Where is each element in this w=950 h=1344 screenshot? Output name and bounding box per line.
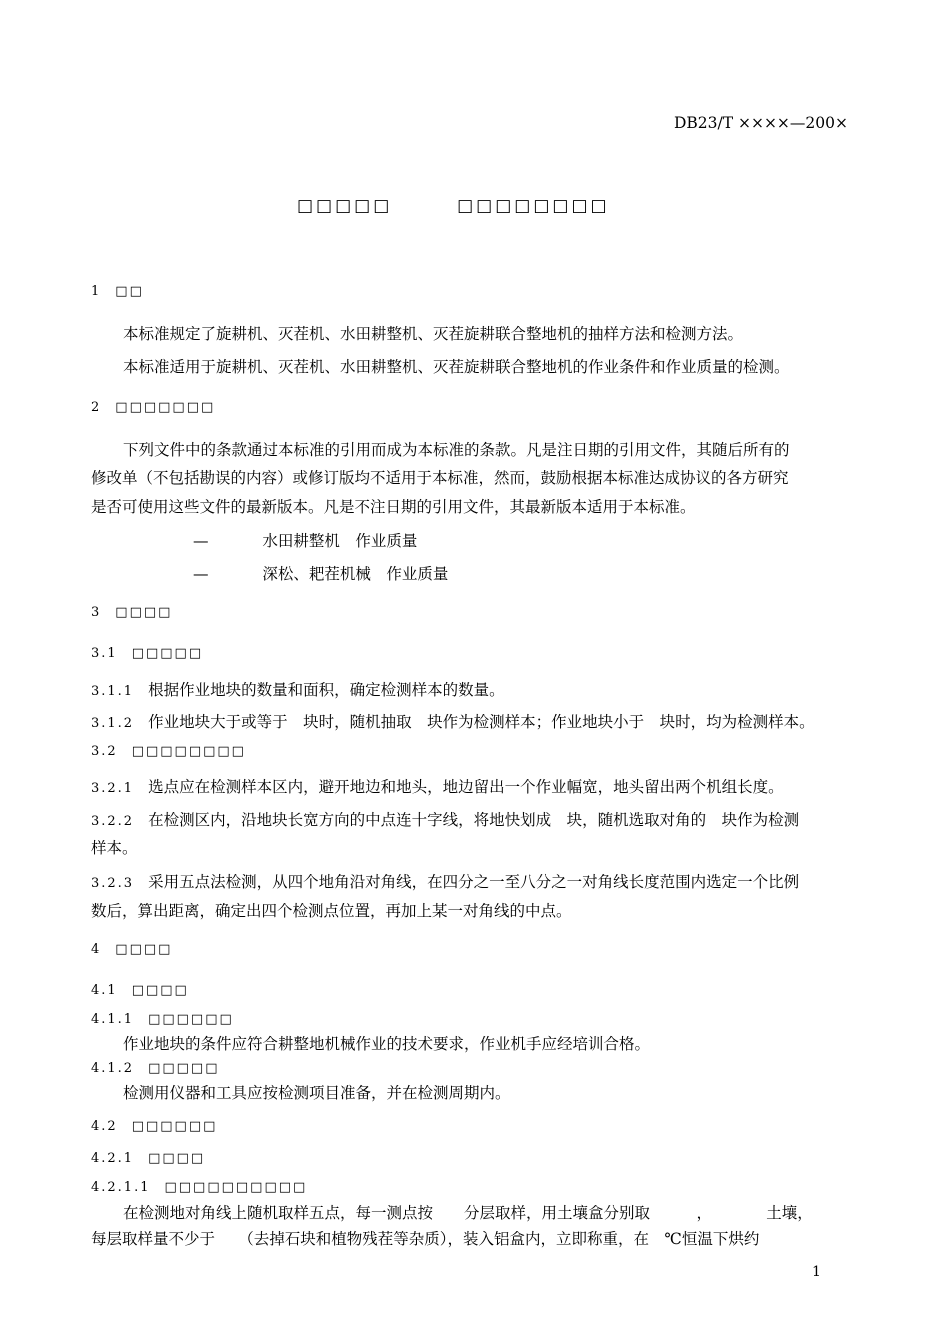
section-1-heading — [91, 284, 144, 299]
clause-number: 4.1.2 — [91, 1061, 135, 1076]
section-3-heading — [91, 605, 172, 620]
reference-text: 深松、耙茬机械 作业质量 — [262, 565, 449, 583]
subsection-number: 4.1 — [91, 983, 118, 998]
title-part-2: □□□□□□□□ — [457, 196, 610, 216]
section-title: □□□□□□□ — [115, 400, 216, 415]
clause-text-continued: 数后，算出距离，确定出四个检测点位置，再加上某一对角线的中点。 — [91, 902, 572, 920]
clause-4-1-1-heading — [91, 1012, 234, 1027]
paragraph-line: 修改单（不包括勘误的内容）或修订版均不适用于本标准，然而，鼓励根据本标准达成协议的各方研究 — [91, 469, 789, 487]
clause-number: 4.2.1.1 — [91, 1180, 151, 1195]
subsection-title: □□□□ — [131, 983, 189, 998]
clause-3-2-3 — [91, 870, 799, 892]
clause-title: □□□□ — [148, 1151, 206, 1166]
subsection-3-2-heading — [91, 744, 246, 759]
subsection-4-2-heading — [91, 1119, 217, 1134]
clause-number: 3.2.3 — [91, 876, 135, 891]
clause-text: 采用五点法检测，从四个地角沿对角线，在四分之一至八分之一对角线长度范围内选定一个比例 — [148, 873, 800, 891]
clause-4-2-1-heading — [91, 1151, 205, 1166]
clause-title: □□□□□ — [148, 1061, 220, 1076]
paragraph: 本标准规定了旋耕机、灭茬机、水田耕整机、灭茬旋耕联合整地机的抽样方法和检测方法。 — [123, 325, 744, 343]
clause-number: 3.2.2 — [91, 814, 135, 829]
section-title: □□□□ — [115, 605, 173, 620]
paragraph-line: 下列文件中的条款通过本标准的引用而成为本标准的条款。凡是注日期的引用文件，其随后所有的 — [123, 441, 790, 459]
subsection-title: □□□□□□□□ — [131, 744, 246, 759]
page-number: 1 — [812, 1264, 821, 1280]
clause-3-1-1 — [91, 678, 505, 700]
section-number: 1 — [91, 284, 102, 299]
clause-text: 根据作业地块的数量和面积，确定检测样本的数量。 — [148, 681, 505, 699]
document-title — [297, 196, 610, 216]
subsection-title: □□□□□□ — [131, 1119, 218, 1134]
reference-text: 水田耕整机 作业质量 — [262, 532, 418, 550]
clause-3-2-1 — [91, 775, 784, 797]
clause-text-continued: 样本。 — [91, 839, 138, 857]
clause-title: □□□□□□□□□□ — [164, 1180, 308, 1195]
clause-text: 在检测地对角线上随机取样五点，每一测点按 分层取样，用土壤盒分别取 ， 土壤， — [123, 1204, 813, 1222]
subsection-number: 3.1 — [91, 646, 118, 661]
section-2-heading — [91, 400, 215, 415]
clause-number: 3.1.2 — [91, 716, 135, 731]
clause-number: 4.2.1 — [91, 1151, 135, 1166]
reference-dash: — — [193, 565, 209, 583]
clause-number: 3.1.1 — [91, 684, 135, 699]
reference-item — [193, 529, 417, 551]
section-number: 4 — [91, 942, 102, 957]
paragraph-line: 是否可使用这些文件的最新版本。凡是不注日期的引用文件，其最新版本适用于本标准。 — [91, 498, 696, 516]
document-code: DB23/T ××××—200× — [673, 114, 848, 132]
section-title: □□ — [115, 284, 144, 299]
reference-item — [193, 562, 448, 584]
section-number: 3 — [91, 605, 102, 620]
section-4-heading — [91, 942, 172, 957]
paragraph: 本标准适用于旋耕机、灭茬机、水田耕整机、灭茬旋耕联合整地机的作业条件和作业质量的检测。 — [123, 358, 790, 376]
subsection-4-1-heading — [91, 983, 189, 998]
clause-title: □□□□□□ — [148, 1012, 234, 1027]
clause-4-2-1-1-heading — [91, 1180, 307, 1195]
subsection-number: 3.2 — [91, 744, 118, 759]
clause-3-2-2 — [91, 808, 799, 830]
subsection-3-1-heading — [91, 646, 203, 661]
clause-3-1-2 — [91, 710, 815, 732]
clause-number: 4.1.1 — [91, 1012, 135, 1027]
clause-text: 作业地块的条件应符合耕整地机械作业的技术要求，作业机手应经培训合格。 — [123, 1035, 651, 1053]
clause-text: 作业地块大于或等于 块时，随机抽取 块作为检测样本；作业地块小于 块时，均为检测样本。 — [148, 713, 815, 731]
reference-dash: — — [193, 532, 209, 550]
clause-text: 选点应在检测样本区内，避开地边和地头，地边留出一个作业幅宽，地头留出两个机组长度。 — [148, 778, 784, 796]
clause-number: 3.2.1 — [91, 781, 135, 796]
title-part-1: □□□□□ — [297, 196, 393, 216]
clause-text: 在检测区内，沿地块长宽方向的中点连十字线，将地快划成 块，随机选取对角的 块作为检测 — [148, 811, 800, 829]
subsection-title: □□□□□ — [131, 646, 204, 661]
subsection-number: 4.2 — [91, 1119, 118, 1134]
clause-4-1-2-heading — [91, 1061, 220, 1076]
section-title: □□□□ — [115, 942, 173, 957]
clause-text-continued: 每层取样量不少于 （去掉石块和植物残茬等杂质），装入铝盒内，立即称重，在 ℃恒温下烘约 — [91, 1230, 760, 1248]
section-number: 2 — [91, 400, 102, 415]
clause-text: 检测用仪器和工具应按检测项目准备，并在检测周期内。 — [123, 1084, 511, 1102]
